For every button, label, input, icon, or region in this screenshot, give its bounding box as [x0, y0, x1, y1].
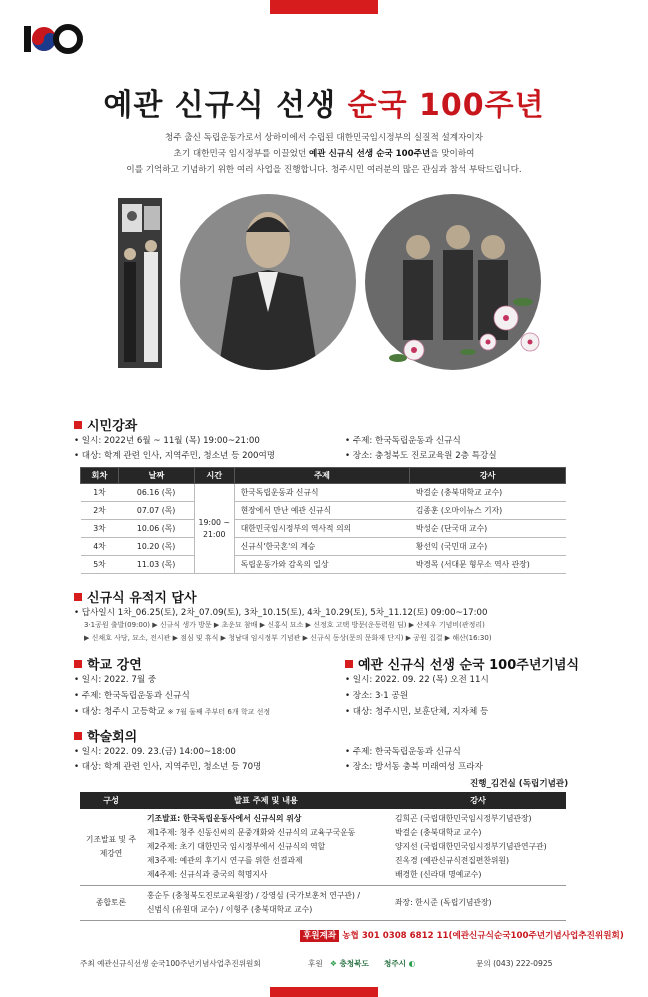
bottom-accent-bar: [270, 987, 378, 997]
row-date: 06.16 (목): [118, 484, 194, 502]
intro-line-2a: 초기 대한민국 임시정부를 이끌었던: [173, 149, 309, 159]
historic-photo-collage: [118, 192, 548, 372]
col-topic: 주제: [234, 468, 410, 484]
conference-table: [80, 792, 566, 921]
school-theme: • 주제: 한국독립운동과 신규식: [74, 691, 190, 701]
lecture-date: • 일시: 2022년 6월 ~ 11월 (목) 19:00~21:00: [74, 436, 260, 446]
lecture-theme: • 주제: 한국독립운동과 신규식: [345, 436, 461, 446]
row-speaker: 박성순 (단국대 교수): [410, 520, 566, 538]
keynote-line: 기조발표: 한국독립운동사에서 신규식의 위상: [147, 814, 302, 823]
col-content: 발표 주제 및 내용: [142, 792, 390, 809]
ceremony-date: • 일시: 2022. 09. 22 (목) 오전 11시: [345, 675, 489, 685]
topic-2: 제2주제: 초기 대한민국 임시정부에서 신규식의 역할: [147, 842, 326, 851]
lecture-place: • 장소: 충청북도 진로교육원 2층 특강실: [345, 451, 497, 461]
keynote-topics: [142, 809, 390, 886]
footer-sponsor-2: [384, 958, 415, 969]
conference-place: • 장소: 방서동 충북 미래여성 프라자: [345, 762, 483, 772]
col-speaker: 강사: [410, 468, 566, 484]
account-text: 농협 301 0308 6812 11(예관신규식순국100주년기념사업추진위원회): [342, 931, 624, 941]
intro-line-3: 이를 기억하고 기념하기 위한 여러 사업을 진행합니다. 청주시민 여러분의 많은 관심과 참석 부탁드립니다.: [126, 165, 522, 175]
ceremony-heading: 예관 신규식 선생 순국 100주년기념식: [345, 654, 579, 673]
speaker-3: 양지선 (국립대한민국임시정부기념관연구관): [395, 842, 547, 851]
table-row: [81, 484, 566, 502]
chungbuk-logo-icon: ❖: [330, 959, 337, 968]
row-round: 3차: [81, 520, 119, 538]
row-round: 2차: [81, 502, 119, 520]
footer-sponsor-1: [330, 958, 369, 969]
row-date: 07.07 (목): [118, 502, 194, 520]
discussion-chair: 좌장: 한시준 (독립기념관장): [390, 886, 566, 921]
intro-line-2b: 예관 신규식 선생 순국 100주년: [308, 149, 431, 159]
panel-line-1: 홍순두 (충청북도진로교육원장) / 강영심 (국가보훈처 연구관) /: [147, 891, 361, 900]
table-row: [81, 556, 566, 574]
intro-text: [60, 130, 588, 178]
col-speakers: 강사: [390, 792, 566, 809]
title-accent: 순국 100주년: [347, 88, 545, 123]
row-round: 1차: [81, 484, 119, 502]
row-date: 11.03 (목): [118, 556, 194, 574]
row-date: 10.20 (목): [118, 538, 194, 556]
footer-contact: 문의 (043) 222-0925: [476, 959, 553, 968]
col-date: 날짜: [118, 468, 194, 484]
row-round: 4차: [81, 538, 119, 556]
row-time: 19:00 ~ 21:00: [194, 484, 234, 574]
sponsor-2-text: 청주시: [384, 959, 407, 968]
intro-line-2c: 을 맞이하여: [430, 149, 475, 159]
row-date: 10.06 (목): [118, 520, 194, 538]
conference-heading: 학술회의: [74, 726, 137, 745]
page-title: [0, 80, 648, 124]
school-heading: 학교 강연: [74, 654, 142, 673]
school-date: • 일시: 2022. 7월 중: [74, 675, 157, 685]
tour-dates: • 답사일시 1차_06.25(토), 2차_07.09(토), 3차_10.15(토), 4차_10.29(토), 5차_11.12(토) 09:00~17:00: [74, 608, 488, 618]
speaker-4: 진옥경 (예관신규식전집편찬위원): [395, 856, 510, 865]
row-speaker: 김종훈 (오마이뉴스 기자): [410, 502, 566, 520]
conference-theme: • 주제: 한국독립운동과 신규식: [345, 747, 461, 757]
school-target-text: • 대상: 청주시 고등학교: [74, 707, 165, 717]
table-row: [81, 502, 566, 520]
col-round: 회차: [81, 468, 119, 484]
table-row: [80, 886, 566, 921]
row-speaker: 박경목 (서대문 형무소 역사 관장): [410, 556, 566, 574]
cheongju-logo-icon: ◐: [408, 959, 416, 968]
top-accent-bar: [270, 0, 378, 14]
col-time: 시간: [194, 468, 234, 484]
lecture-heading: 시민강좌: [74, 415, 137, 434]
footer-sponsor-label: 후원: [308, 959, 323, 968]
row-speaker: 박걸순 (충북대학교 교수): [410, 484, 566, 502]
conference-target: • 대상: 학계 관련 인사, 지역주민, 청소년 등 70명: [74, 762, 262, 772]
account-label: 후원계좌: [300, 930, 339, 942]
sponsor-1-text: 충청북도: [339, 959, 369, 968]
lecture-target: • 대상: 학계 관련 인사, 지역주민, 청소년 등 200여명: [74, 451, 276, 461]
speaker-1: 김희곤 (국립대한민국임시정부기념관장): [395, 814, 532, 823]
row-topic: 대한민국임시정부의 역사적 의의: [234, 520, 410, 538]
table-row: [81, 520, 566, 538]
conference-moderator: 진행_김건실 (독립기념관): [470, 779, 569, 789]
col-part: 구성: [80, 792, 142, 809]
tour-route-2: ▶ 신채호 사당, 묘소, 전시관 ▶ 점심 및 휴식 ▶ 청남대 임시정부 기념관 ▶ 신규식 동상(문의 문화재 단지) ▶ 공원 집결 ▶ 해산(16:30): [84, 634, 492, 642]
conference-date: • 일시: 2022. 09. 23.(금) 14:00~18:00: [74, 747, 236, 757]
intro-line-2: [60, 146, 588, 162]
table-row: [80, 809, 566, 886]
row-round: 5차: [81, 556, 119, 574]
intro-line-1: 청주 출신 독립운동가로서 상하이에서 수립된 대한민국임시정부의 실질적 설계자이자: [165, 133, 483, 143]
part-discussion: 종합토론: [80, 886, 142, 921]
footer-host: 주최 예관신규식선생 순국100주년기념사업추진위원회: [80, 959, 261, 968]
keynote-speakers: [390, 809, 566, 886]
discussion-panel: [142, 886, 390, 921]
school-note: ※ 7월 둘째 주부터 6개 학교 선정: [167, 708, 271, 716]
topic-4: 제4주제: 신규식과 중국의 혁명지사: [147, 870, 268, 879]
speaker-2: 박걸순 (충북대학교 교수): [395, 828, 482, 837]
speaker-5: 배경한 (신라대 명예교수): [395, 870, 482, 879]
lecture-table: [80, 467, 566, 574]
school-target: [74, 705, 270, 717]
topic-3: 제3주제: 예관의 후기시 연구를 위한 선결과제: [147, 856, 303, 865]
row-speaker: 황선익 (국민대 교수): [410, 538, 566, 556]
panel-line-2: 신범식 (유원대 교수) / 이형주 (충북대학교 교수): [147, 905, 313, 914]
ceremony-place: • 장소: 3·1 공원: [345, 691, 409, 701]
table-row: [81, 538, 566, 556]
topic-1: 제1주제: 청주 신동신씨의 문중개화와 신규식의 교육구국운동: [147, 828, 356, 837]
title-main: 예관 신규식 선생: [103, 88, 337, 123]
tour-route-1: 3·1공원 출발(09:00) ▶ 신규식 생가 방문 ▶ 초운묘 참배 ▶ 신홍식 묘소 ▶ 신정호 고택 방문(운동력원 딤) ▶ 산제우 기념비(관정리): [84, 621, 485, 629]
row-topic: 현장에서 만난 예관 신규식: [234, 502, 410, 520]
row-topic: 독립운동가와 감옥의 일상: [234, 556, 410, 574]
row-topic: 신규식'한국혼'의 계승: [234, 538, 410, 556]
tour-heading: 신규식 유적지 답사: [74, 587, 197, 606]
ceremony-target: • 대상: 청주시민, 보훈단체, 지자체 등: [345, 707, 489, 717]
part-keynote: 기조발표 및 주제강연: [80, 809, 142, 886]
row-topic: 한국독립운동과 신규식: [234, 484, 410, 502]
donation-account: [300, 929, 624, 941]
anniversary-logo: [22, 22, 88, 56]
